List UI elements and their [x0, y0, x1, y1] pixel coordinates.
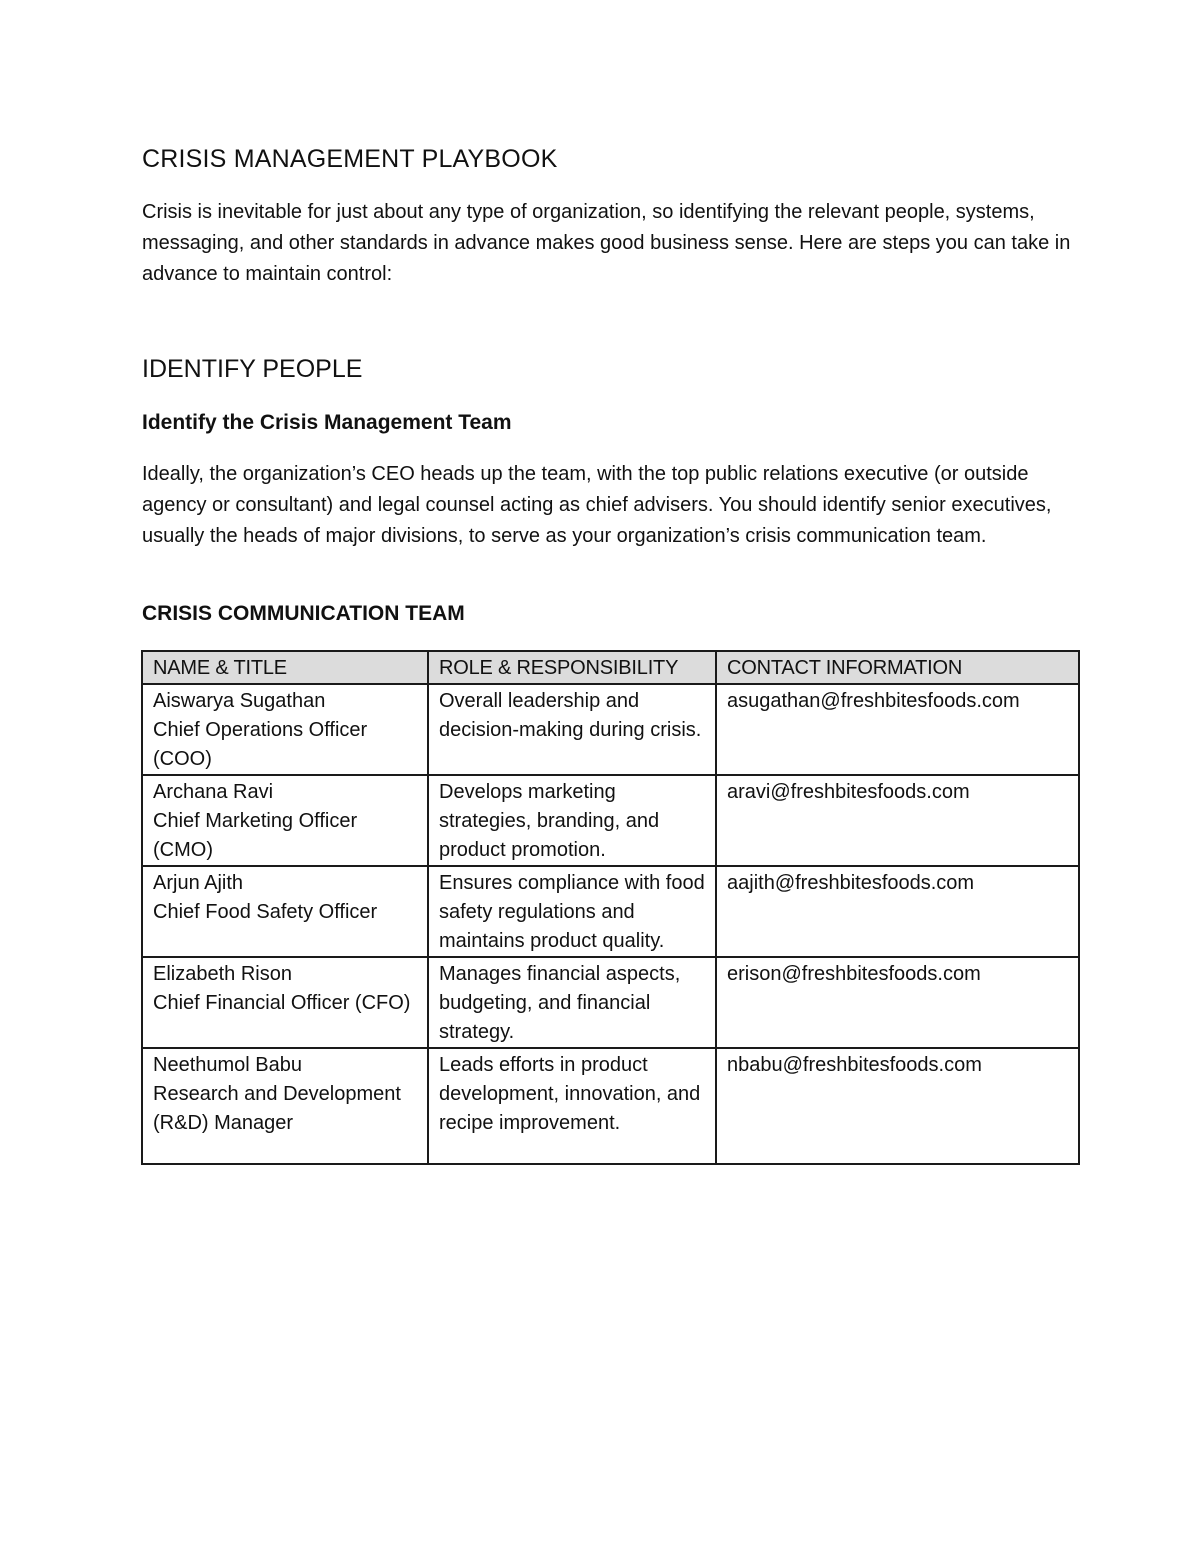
intro-paragraph: Crisis is inevitable for just about any type of organization, so identifying the relevant people, systems, messaging, and other standards in advance makes good business sense. Here are steps you can take in advance to maintain control:: [142, 201, 1071, 285]
member-title: Research and Development (R&D) Manager: [153, 1083, 401, 1134]
sub-heading-crisis-team: Identify the Crisis Management Team: [142, 411, 512, 434]
member-title: Chief Financial Officer (CFO): [153, 992, 411, 1014]
table-row: [142, 775, 1079, 866]
member-title: Chief Operations Officer (COO): [153, 719, 368, 770]
header-name-title: NAME & TITLE: [142, 651, 428, 684]
name-title-cell: [142, 866, 428, 957]
contact-cell[interactable]: aravi@freshbitesfoods.com: [716, 775, 1079, 866]
header-role-responsibility: ROLE & RESPONSIBILITY: [428, 651, 716, 684]
role-cell: Overall leadership and decision-making during crisis.: [428, 684, 716, 775]
member-title: Chief Marketing Officer (CMO): [153, 810, 358, 861]
contact-cell[interactable]: erison@freshbitesfoods.com: [716, 957, 1079, 1048]
header-contact-information: CONTACT INFORMATION: [716, 651, 1079, 684]
name-title-cell: [142, 1048, 428, 1164]
role-cell: Develops marketing strategies, branding, and product promotion.: [428, 775, 716, 866]
team-paragraph: Ideally, the organization’s CEO heads up the team, with the top public relations executive (or outside agency or consultant) and legal counsel acting as chief advisers. You should identify senior executives, usually the heads of major divisions, to serve as your organization’s crisis communication team.: [142, 463, 1052, 547]
document-title: CRISIS MANAGEMENT PLAYBOOK: [142, 145, 558, 173]
role-cell: Manages financial aspects, budgeting, and financial strategy.: [428, 957, 716, 1048]
contact-cell[interactable]: aajith@freshbitesfoods.com: [716, 866, 1079, 957]
section-heading-identify-people: IDENTIFY PEOPLE: [142, 355, 363, 383]
member-name: Elizabeth Rison: [153, 963, 292, 985]
table-row: [142, 1048, 1079, 1164]
member-title: Chief Food Safety Officer: [153, 901, 378, 923]
member-name: Aiswarya Sugathan: [153, 690, 326, 712]
table-row: [142, 866, 1079, 957]
table-row: [142, 684, 1079, 775]
table-row: [142, 957, 1079, 1048]
name-title-cell: [142, 957, 428, 1048]
table-header-row: [142, 651, 1079, 684]
table-heading: CRISIS COMMUNICATION TEAM: [142, 602, 465, 625]
member-name: Arjun Ajith: [153, 872, 244, 894]
contact-cell[interactable]: nbabu@freshbitesfoods.com: [716, 1048, 1079, 1164]
role-cell: Leads efforts in product development, innovation, and recipe improvement.: [428, 1048, 716, 1164]
crisis-team-table: [141, 650, 1080, 1165]
name-title-cell: [142, 684, 428, 775]
member-name: Neethumol Babu: [153, 1054, 302, 1076]
contact-cell[interactable]: asugathan@freshbitesfoods.com: [716, 684, 1079, 775]
role-cell: Ensures compliance with food safety regulations and maintains product quality.: [428, 866, 716, 957]
member-name: Archana Ravi: [153, 781, 274, 803]
name-title-cell: [142, 775, 428, 866]
